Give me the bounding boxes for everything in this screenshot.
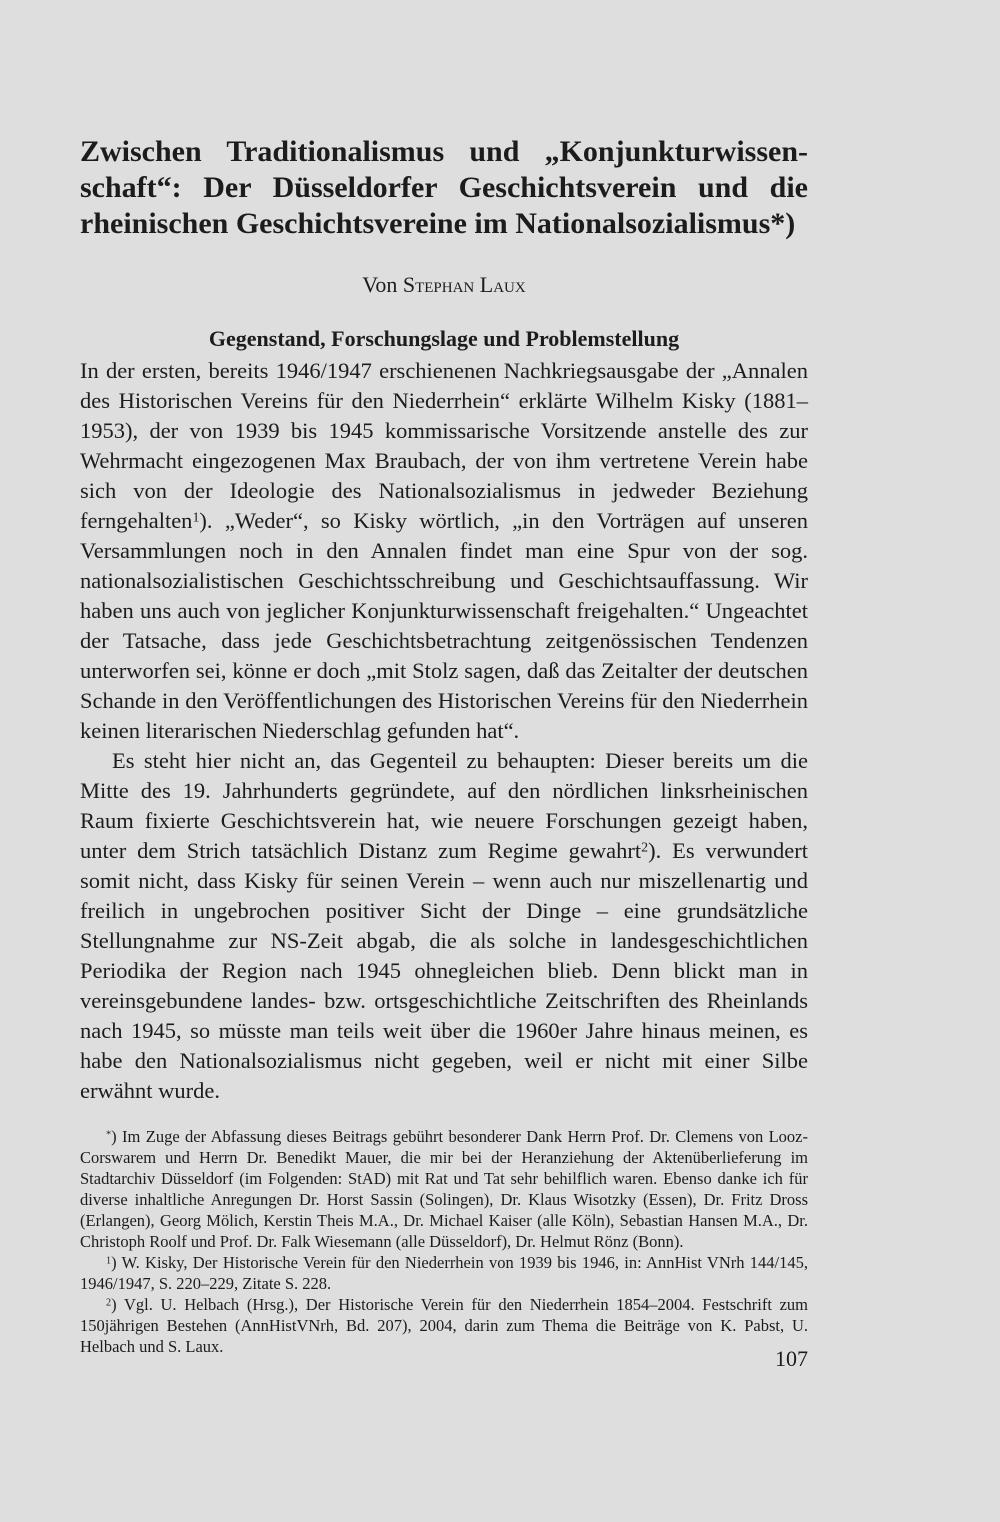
footnote-mark: 2 xyxy=(106,1297,112,1309)
paragraph-1 xyxy=(80,356,808,746)
paragraph-2 xyxy=(80,746,808,1106)
article-body xyxy=(80,356,808,1106)
article xyxy=(80,134,808,1357)
paragraph-text: ). „Weder“, so Kisky wörtlich, „in den Vorträgen auf unseren Versammlungen noch in den Annalen findet man eine Spur von der sog. nationalsozialistischen Geschichtsschreibung und Geschichtsauffassung. Wir haben uns auch von jeglicher Konjunkturwissenschaft freigehalten.“ Ungeachtet der Tatsache, dass jede Geschichtsbetrachtung zeitgenössischen Tendenzen unterworfen sei, könne er doch „mit Stolz sagen, daß das Zeitalter der deutschen Schande in den Veröffentlichungen des Historischen Vereins für den Niederrhein keinen literarischen Niederschlag gefunden hat“. xyxy=(80,508,808,743)
footnote-text: Vgl. U. Helbach (Hrsg.), Der Historische Verein für den Niederrhein 1854–2004. Festschrift zum 150jährigen Bestehen (AnnHistVNrh, Bd. 207), 2004, darin zum Thema die Beiträge von K. Pabst, U. Helbach und S. Laux. xyxy=(80,1295,808,1356)
footnote-ref: 2 xyxy=(641,840,649,856)
author-prefix: Von xyxy=(362,272,398,297)
section-heading: Gegenstand, Forschungslage und Problemstellung xyxy=(208,326,680,351)
footnote-text: W. Kisky, Der Historische Verein für den Niederrhein von 1939 bis 1946, in: AnnHist VNrh 144/145, 1946/1947, S. 220–229, Zitate S. 228. xyxy=(80,1253,808,1293)
footnote-mark: 1 xyxy=(106,1255,112,1267)
paragraph-text: ). Es verwundert somit nicht, dass Kisky für seinen Verein – wenn auch nur miszellenartig und freilich in ungebrochen positiver Sicht der Dinge – eine grundsätzliche Stellungnahme zur NS-Zeit abgab, die als solche in landesgeschichtlichen Periodika der Region nach 1945 ohnegleichen blieb. Denn blickt man in vereinsgebundene landes- bzw. ortsgeschichtliche Zeitschriften des Rheinlands nach 1945, so müsste man teils weit über die 1960er Jahre hinaus meinen, es habe den Nationalsozialismus nicht gegeben, weil er nicht mit einer Silbe erwähnt wurde. xyxy=(80,838,809,1103)
paragraph-text: In der ersten, bereits 1946/1947 erschienenen Nachkriegsausgabe der „Annalen des Historischen Vereins für den Niederrhein“ erklärte Wilhelm Kisky (1881–1953), der von 1939 bis 1945 kommissarische Vorsitzende anstelle des zur Wehrmacht eingezogenen Max Braubach, der von ihm vertretene Verein habe sich von der Ideologie des Nationalsozialismus in jedweder Beziehung ferngehalten xyxy=(80,358,808,533)
author-line xyxy=(80,272,808,298)
footnote-mark: * xyxy=(106,1129,112,1141)
footnote-text: Im Zuge der Abfassung dieses Beitrags gebührt besonderer Dank Herrn Prof. Dr. Clemens von Looz-Corswarem und Herrn Dr. Benedikt Mauer, die mir bei der Heranziehung der Aktenüberlieferung im Stadtarchiv Düsseldorf (im Folgenden: StAD) mit Rat und Tat sehr behilflich waren. Ebenso danke ich für diverse inhaltliche Anregungen Dr. Horst Sassin (Solingen), Dr. Klaus Wisotzky (Essen), Dr. Fritz Dross (Erlangen), Georg Mölich, Kerstin Theis M.A., Dr. Michael Kaiser (alle Köln), Sebastian Hansen M.A., Dr. Christoph Roolf und Prof. Dr. Falk Wiesemann (alle Düsseldorf), Dr. Helmut Rönz (Bonn). xyxy=(80,1127,808,1251)
page-number: 107 xyxy=(775,1346,808,1371)
footnote: *) Im Zuge der Abfassung dieses Beitrags gebührt besonderer Dank Herrn Prof. Dr. Clemens von Looz-Corswarem und Herrn Dr. Benedikt Mauer, die mir bei der Heranziehung der Aktenüberlieferung im Stadtarchiv Düsseldorf (im Folgenden: StAD) mit Rat und Tat sehr behilflich waren. Ebenso danke ich für diverse inhaltliche Anregungen Dr. Horst Sassin (Solingen), Dr. Klaus Wisotzky (Essen), Dr. Fritz Dross (Erlangen), Georg Mölich, Kerstin Theis M.A., Dr. Michael Kaiser (alle Köln), Sebastian Hansen M.A., Dr. Christoph Roolf und Prof. Dr. Falk Wiesemann (alle Düsseldorf), Dr. Helmut Rönz (Bonn). xyxy=(80,1127,808,1251)
footnote-ref: 1 xyxy=(192,510,200,526)
author-name: Stephan Laux xyxy=(402,272,526,297)
article-title: Zwischen Traditionalismus und „Konjunkturwissenschaft“: Der Düsseldorfer Geschichtsverein und die rheinischen Geschichtsvereine im Nationalsozialismus*) xyxy=(80,135,808,240)
footnote: $^1$) W. Kisky, Der Historische Verein für den Niederrhein von 1939 bis 1946, in: AnnHist VNrh 144/145, 1946/1947, S. 220–229, Zitate S. 228. xyxy=(80,1253,808,1293)
paragraph-text: Es steht hier nicht an, das Gegenteil zu behaupten: Dieser bereits um die Mitte des 19. Jahrhunderts gegründete, auf den nördlichen linksrheinischen Raum fixierte Geschichtsverein hat, wie neuere Forschungen gezeigt haben, unter dem Strich tatsächlich Distanz zum Regime gewahrt xyxy=(80,748,808,863)
footnotes xyxy=(80,1126,808,1357)
footnote: $^2$) Vgl. U. Helbach (Hrsg.), Der Historische Verein für den Niederrhein 1854–2004. Festschrift zum 150jährigen Bestehen (AnnHistVNrh, Bd. 207), 2004, darin zum Thema die Beiträge von K. Pabst, U. Helbach und S. Laux. xyxy=(80,1295,808,1356)
